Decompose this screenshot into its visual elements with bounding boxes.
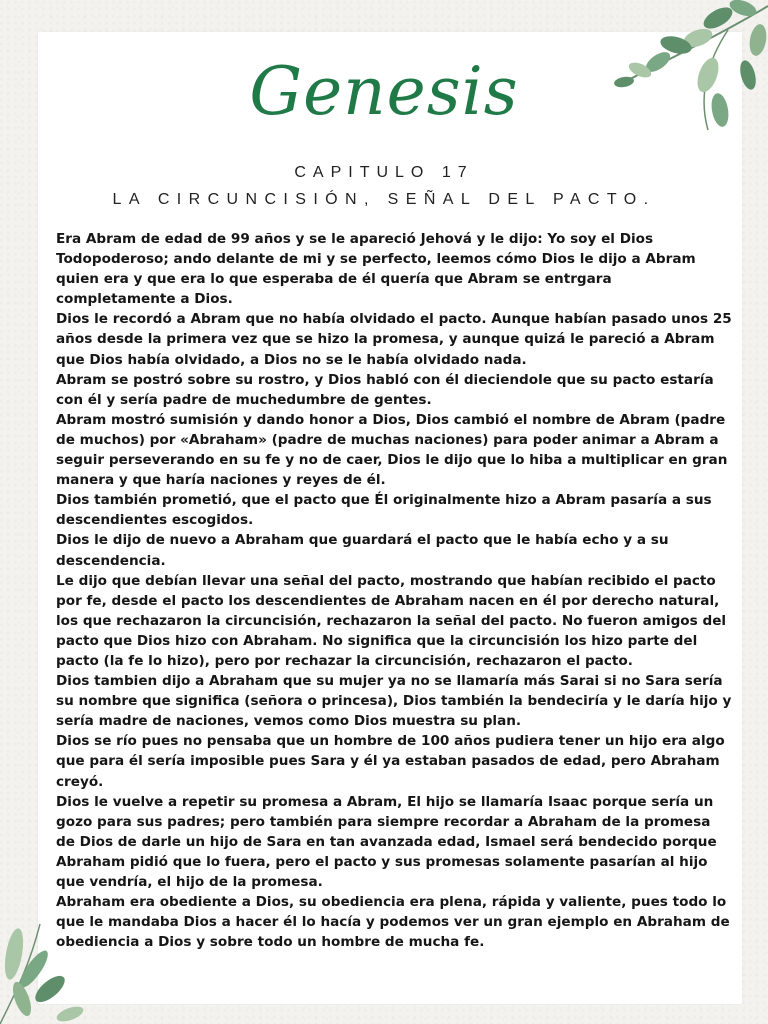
paragraph: Abram se postró sobre su rostro, y Dios habló con él dieciendole que su pacto estaría con él y sería padre de muchedumbre de gentes. [56, 371, 714, 408]
paragraph: Era Abram de edad de 99 años y se le apareció Jehová y le dijo: Yo soy el Dios Todopoderoso; ando delante de mi y se perfecto, leemos cómo Dios le dijo a Abram quien era y que era lo que esperaba de él quería que Abram se entrgara completamente a Dios. [56, 231, 696, 308]
paragraph: Abram mostró sumisión y dando honor a Dios, Dios cambió el nombre de Abram (padre de muchos) por «Abraham» (padre de muchas naciones) para poder animar a Abram a seguir perseverando en su fe y no de caer, Dios le dijo que lo hiba a multiplicar en gran manera y que haría naciones y reyes de él. [56, 411, 728, 489]
chapter-heading: CAPITULO 17 [294, 164, 474, 181]
paragraph: Dios le vuelve a repetir su promesa a Abram, El hijo se llamaría Isaac porque sería un gozo para sus padres; pero también para siempre recordar a Abraham de la promesa de Dios de darle un hijo de Sara en tan avanzada edad, Ismael será bendecido porque Abraham pidió que lo fuera, pero el pacto y sus promesas solamente pasarían al hijo que vendría, el hijo de la promesa. [56, 793, 717, 890]
page-title: Genesis [249, 53, 519, 130]
paragraph: Dios también prometió, que el pacto que Él originalmente hizo a Abram pasaría a sus descendientes escogidos. [56, 492, 712, 529]
body-text [56, 229, 732, 952]
chapter-subtitle: LA CIRCUNCISIÓN, SEÑAL DEL PACTO. [112, 191, 656, 208]
paragraph: Abraham era obediente a Dios, su obediencia era plena, rápida y valiente, pues todo lo que le mandaba Dios a hacer él lo hacía y podemos ver un gran ejemplo en Abraham de obediencia a Dios y sobre todo un hombre de mucha fe. [56, 894, 730, 951]
paragraph: Dios le recordó a Abram que no había olvidado el pacto. Aunque habían pasado unos 25 años desde la primera vez que se hizo la promesa, y aunque quizá le pareció a Abram que Dios había olvidado, a Dios no se le había olvidado nada. [56, 311, 732, 368]
paragraph: Dios se río pues no pensaba que un hombre de 100 años pudiera tener un hijo era algo que para él sería imposible pues Sara y él ya estaban pasados de edad, pero Abraham creyó. [56, 733, 725, 790]
paragraph: Dios tambien dijo a Abraham que su mujer ya no se llamaría más Sarai si no Sara sería su nombre que significa (señora o princesa), Dios también la bendeciría y le daría hijo y sería madre de naciones, vemos como Dios muestra su plan. [56, 673, 732, 730]
paragraph: Dios le dijo de nuevo a Abraham que guardará el pacto que le había echo y a su descendencia. [56, 532, 669, 569]
paragraph: Le dijo que debían llevar una señal del pacto, mostrando que habían recibido el pacto por fe, desde el pacto los descendientes de Abraham nacen en él por derecho natural, los que rechazaron la circuncisión, rechazaron la señal del pacto. No fueron amigos del pacto que Dios hizo con Abraham. No significa que la circuncisión los hizo parte del pacto (la fe lo hizo), pero por rechazar la circuncisión, rechazaron el pacto. [56, 572, 727, 669]
